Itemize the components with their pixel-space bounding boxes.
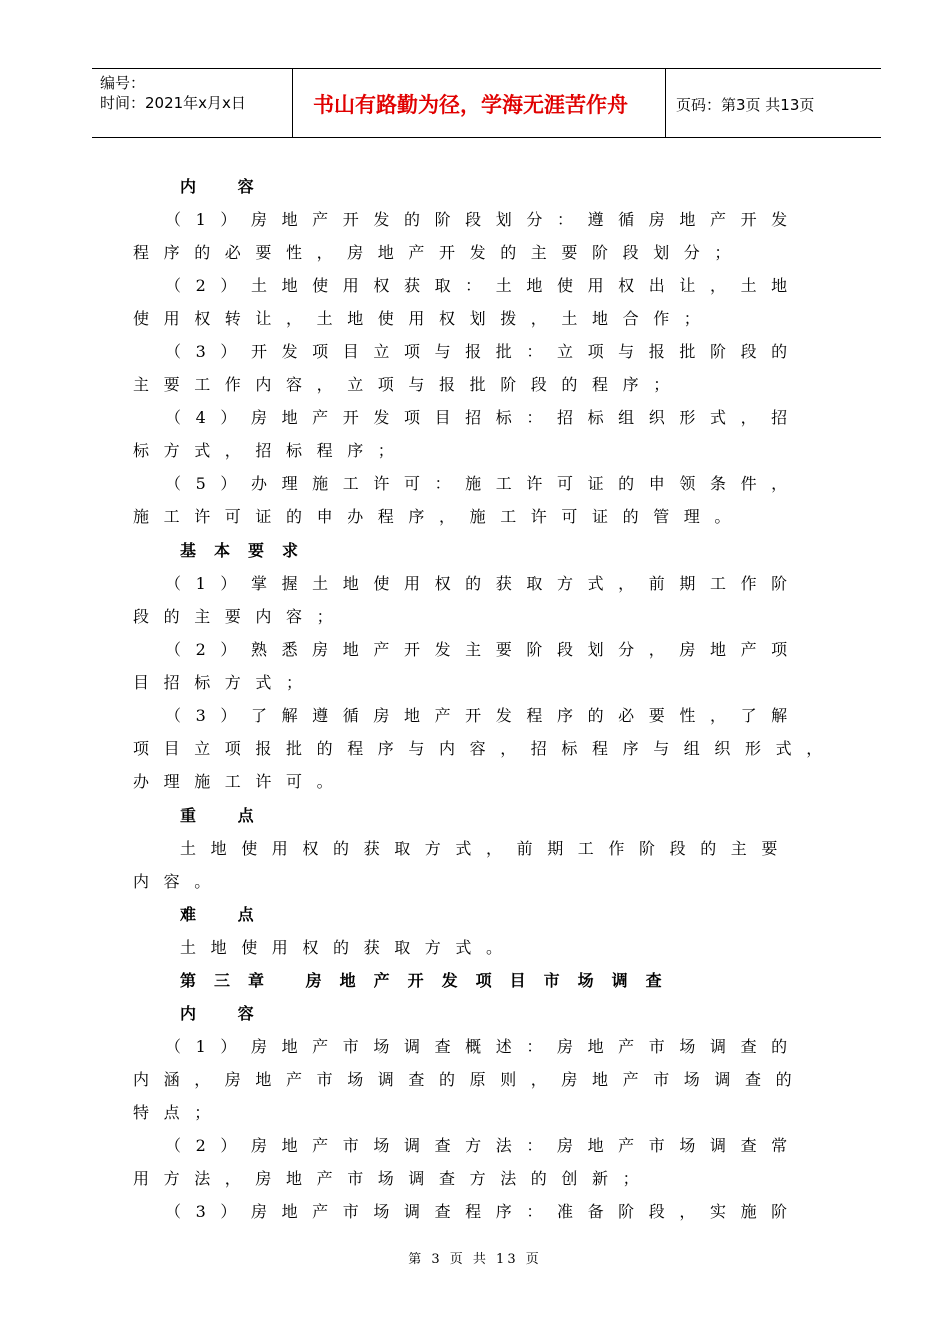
body-line: 土地使用权的获取方式。: [180, 938, 517, 957]
body-line: （5）办理施工许可：施工许可证的申领条件，: [165, 474, 802, 493]
header-page-cell: [666, 69, 881, 137]
body-line: 用方法，房地产市场调查方法的创新；: [133, 1169, 654, 1188]
time-label: 时间：2021年x月x日: [100, 94, 246, 112]
section-heading: 内 容: [180, 177, 272, 196]
body-line: 内容。: [133, 872, 225, 891]
chapter-heading: 第三章 房地产开发项目市场调查: [180, 971, 680, 990]
body-line: （3）了解遵循房地产开发程序的必要性，了解: [165, 706, 802, 725]
body-line: （2）熟悉房地产开发主要阶段划分，房地产项: [165, 640, 802, 659]
page-label: 页码：第3页 共13页: [676, 96, 815, 114]
body-line: （1）房地产市场调查概述：房地产市场调查的: [165, 1037, 802, 1056]
body-line: （3）房地产市场调查程序：准备阶段，实施阶: [165, 1202, 802, 1221]
body-line: 办理施工许可。: [133, 772, 348, 791]
body-line: 项目立项报批的程序与内容，招标程序与组织形式，: [133, 739, 837, 758]
section-heading: 基本要求: [180, 541, 317, 560]
page-footer: 第 3 页 共 13 页: [408, 1252, 542, 1267]
body-line: （1）掌握土地使用权的获取方式，前期工作阶: [165, 574, 802, 593]
body-line: 段的主要内容；: [133, 607, 348, 626]
section-heading: 内 容: [180, 1004, 272, 1023]
body-line: 主要工作内容，立项与报批阶段的程序；: [133, 375, 684, 394]
header-meta-cell: [92, 69, 293, 137]
body-line: （2）土地使用权获取：土地使用权出让，土地: [165, 276, 802, 295]
body-line: 特点；: [133, 1103, 225, 1122]
number-label: 编号：: [100, 74, 146, 92]
section-heading: 难 点: [180, 905, 272, 924]
body-line: （3）开发项目立项与报批：立项与报批阶段的: [165, 342, 802, 361]
body-line: 内涵，房地产市场调查的原则，房地产市场调查的: [133, 1070, 807, 1089]
body-line: 使用权转让，土地使用权划拨，土地合作；: [133, 309, 715, 328]
body-line: 土地使用权的获取方式，前期工作阶段的主要: [180, 839, 793, 858]
body-line: 施工许可证的申办程序，施工许可证的管理。: [133, 507, 746, 526]
body-line: 程序的必要性，房地产开发的主要阶段划分；: [133, 243, 746, 262]
body-line: （4）房地产开发项目招标：招标组织形式，招: [165, 408, 802, 427]
header-motto-cell: [293, 69, 666, 137]
motto-text: 书山有路勤为径，学海无涯苦作舟: [313, 93, 628, 117]
body-line: 标方式，招标程序；: [133, 441, 409, 460]
body-line: （2）房地产市场调查方法：房地产市场调查常: [165, 1136, 802, 1155]
document-header: [92, 68, 881, 138]
body-line: （1）房地产开发的阶段划分：遵循房地产开发: [165, 210, 802, 229]
body-line: 目招标方式；: [133, 673, 317, 692]
section-heading: 重 点: [180, 806, 272, 825]
